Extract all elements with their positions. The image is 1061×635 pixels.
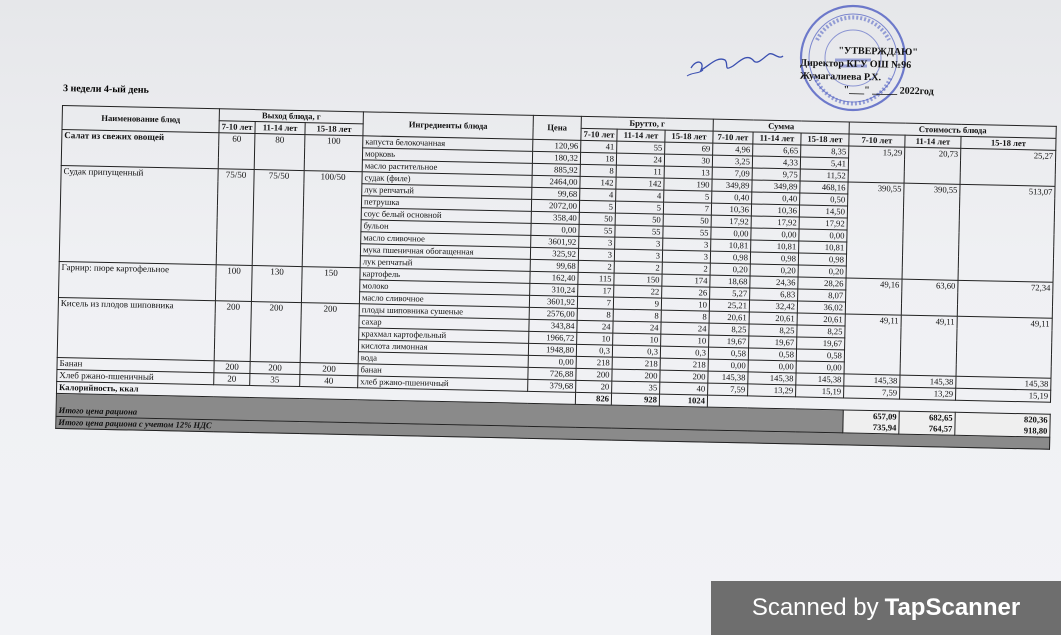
dish-cost: 49,11	[844, 314, 901, 375]
brutto-value: 8	[577, 308, 613, 321]
dish-cost: 49,11	[956, 316, 1052, 378]
sum-value: 28,26	[798, 277, 846, 290]
header-age: 15-18 лет	[665, 130, 713, 143]
sum-value: 0,58	[708, 347, 748, 360]
sum-value: 3,25	[712, 155, 752, 168]
output-value: 75/50	[216, 169, 254, 266]
output-value: 200	[300, 363, 358, 376]
ingredient-price: 99,68	[532, 187, 580, 200]
brutto-value: 55	[579, 224, 615, 237]
brutto-value: 174	[662, 274, 710, 287]
dish-cost: 513,07	[958, 184, 1055, 282]
brutto-value: 4	[616, 189, 664, 202]
header-age: 7-10 лет	[713, 131, 753, 144]
dish-cost: 15,19	[956, 388, 1051, 402]
ingredient-price: 310,24	[530, 283, 578, 296]
sum-value: 10,36	[751, 204, 799, 217]
brutto-value: 7	[663, 202, 711, 215]
brutto-value: 35	[612, 381, 660, 394]
brutto-value: 190	[664, 178, 712, 191]
header-age: 7-10 лет	[581, 128, 617, 141]
ingredient-price: 120,96	[533, 139, 581, 152]
output-value: 80	[254, 134, 305, 171]
ingredient-price: 162,40	[530, 271, 578, 284]
sum-value: 25,21	[709, 299, 749, 312]
sum-value: 20,61	[709, 311, 749, 324]
sum-value: 5,41	[800, 157, 848, 170]
dish-cost: 20,73	[904, 147, 961, 184]
brutto-value: 41	[581, 140, 617, 153]
header-age: 11-14 лет	[905, 135, 961, 148]
brutto-value: 0,3	[660, 346, 708, 359]
header-age: 15-18 лет	[305, 123, 363, 136]
ingredient-name: морковь	[362, 148, 532, 164]
brutto-value: 200	[660, 370, 708, 383]
dish-cost: 13,29	[900, 387, 956, 400]
ingredient-name: банан	[358, 364, 528, 380]
output-value: 20	[214, 373, 250, 386]
calories-value: 928	[611, 393, 659, 406]
brutto-value: 10	[661, 334, 709, 347]
header-age: 15-18 лет	[961, 136, 1056, 150]
total-value: 735,94	[872, 422, 897, 433]
ingredient-price: 379,68	[528, 379, 576, 392]
sum-value: 17,92	[751, 216, 799, 229]
sum-value: 0,50	[800, 193, 848, 206]
sum-value: 8,07	[798, 289, 846, 302]
dish-name: Хлеб ржано-пшеничный	[57, 369, 214, 384]
ingredient-price: 343,84	[529, 319, 577, 332]
sum-value: 145,38	[708, 371, 748, 384]
brutto-value: 17	[578, 284, 614, 297]
signature-image	[683, 40, 793, 85]
ingredient-name: лук репчатый	[362, 184, 532, 200]
ingredient-name: масло сливочное	[359, 292, 529, 308]
menu-table	[55, 105, 1057, 450]
sum-value: 17,92	[711, 215, 751, 228]
brutto-value: 5	[664, 190, 712, 203]
output-value: 150	[301, 267, 360, 304]
brutto-value: 30	[664, 154, 712, 167]
brutto-value: 5	[579, 200, 615, 213]
ingredient-name: мука пшеничная обогащенная	[360, 244, 530, 260]
brutto-value: 8	[661, 310, 709, 323]
header-output: Выход блюда, г	[219, 109, 363, 124]
ingredient-name: вода	[358, 352, 528, 368]
header-age: 7-10 лет	[849, 134, 905, 147]
sum-value: 24,36	[750, 276, 798, 289]
sum-value: 10,36	[711, 203, 751, 216]
week-day-title: 3 недели 4-ый день	[62, 83, 149, 96]
sum-value: 0,58	[796, 349, 844, 362]
sum-value: 8,25	[797, 325, 845, 338]
sum-value: 10,81	[751, 240, 799, 253]
approve-director: Директор КГУ ОШ №96	[800, 57, 912, 71]
brutto-value: 2	[662, 262, 710, 275]
output-value: 200	[214, 361, 250, 374]
brutto-value: 8	[580, 164, 616, 177]
sum-value: 0,98	[798, 253, 846, 266]
brutto-value: 26	[662, 286, 710, 299]
brutto-value: 218	[612, 357, 660, 370]
brutto-value: 8	[613, 309, 661, 322]
brutto-value: 55	[615, 225, 663, 238]
sum-value: 0,00	[708, 359, 748, 372]
brutto-value: 0,3	[612, 345, 660, 358]
sum-value: 14,50	[799, 205, 847, 218]
sum-value: 36,02	[797, 301, 845, 314]
dish-cost: 145,38	[956, 376, 1051, 390]
brutto-value: 3	[614, 249, 662, 262]
dish-name: Банан	[57, 357, 214, 372]
brutto-value: 3	[662, 250, 710, 263]
output-value: 100/50	[302, 171, 362, 268]
ingredient-price: 2072,00	[531, 199, 579, 212]
output-value: 200	[214, 301, 251, 362]
menu-document	[55, 105, 1057, 450]
sum-value: 19,67	[797, 337, 845, 350]
sum-value: 19,67	[749, 336, 797, 349]
dish-name: Салат из свежих овощей	[61, 130, 219, 169]
dish-cost: 49,16	[845, 278, 902, 315]
ingredient-price: 3601,92	[529, 295, 577, 308]
ingredient-name: соус белый основной	[361, 208, 531, 224]
sum-value: 0,20	[798, 265, 846, 278]
scanner-watermark	[711, 581, 1061, 635]
brutto-value: 5	[615, 201, 663, 214]
dish-cost: 145,38	[844, 374, 900, 387]
brutto-value: 24	[661, 322, 709, 335]
output-value: 60	[218, 133, 255, 170]
sum-value: 0,40	[752, 192, 800, 205]
sum-value: 0,58	[748, 348, 796, 361]
sum-value: 349,89	[752, 180, 800, 193]
brutto-value: 11	[616, 165, 664, 178]
ingredient-name: крахмал картофельный	[359, 328, 529, 344]
header-dish: Наименование блюд	[62, 106, 219, 133]
brutto-value: 3	[663, 238, 711, 251]
ingredient-name: петрушка	[361, 196, 531, 212]
dish-name: Кисель из плодов шиповника	[57, 297, 215, 360]
output-value: 200	[300, 303, 359, 364]
sum-value: 8,25	[709, 323, 749, 336]
output-value: 35	[250, 373, 300, 386]
output-value: 200	[250, 361, 300, 374]
output-value: 100	[304, 135, 363, 172]
calories-label: Калорийность, ккал	[56, 381, 575, 404]
output-value: 75/50	[252, 170, 304, 267]
brutto-value: 24	[613, 321, 661, 334]
ingredient-name: масло сливочное	[361, 232, 531, 248]
output-value: 100	[215, 265, 252, 302]
calories-value: 1024	[659, 394, 707, 407]
brutto-value: 200	[612, 369, 660, 382]
sum-value: 0,98	[750, 252, 798, 265]
output-value: 130	[251, 266, 302, 303]
total-top-value: 682,65	[928, 412, 953, 423]
ingredient-price: 180,32	[532, 151, 580, 164]
brutto-value: 3	[615, 237, 663, 250]
sum-value: 145,38	[748, 372, 796, 385]
sum-value: 0,00	[751, 228, 799, 241]
ingredient-price: 726,88	[528, 367, 576, 380]
brutto-value: 50	[663, 214, 711, 227]
brutto-value: 69	[665, 142, 713, 155]
sum-value: 8,25	[749, 324, 797, 337]
ingredient-price: 0,00	[531, 223, 579, 236]
brutto-value: 55	[663, 226, 711, 239]
brutto-value: 3	[578, 248, 614, 261]
brutto-value: 50	[579, 212, 615, 225]
sum-value: 7,59	[708, 383, 748, 396]
brutto-value: 2	[578, 260, 614, 273]
ingredient-name: масло растительное	[362, 160, 532, 176]
header-brutto: Брутто, г	[581, 116, 713, 131]
dish-cost: 63,60	[901, 279, 958, 316]
brutto-value: 18	[580, 152, 616, 165]
sum-value: 0,00	[748, 360, 796, 373]
brutto-value: 40	[660, 382, 708, 395]
ingredient-price: 99,68	[530, 259, 578, 272]
ingredient-name: хлеб ржано-пшеничный	[358, 376, 528, 392]
dish-cost: 145,38	[900, 375, 956, 388]
ingredient-price: 2464,00	[532, 175, 580, 188]
brutto-value: 142	[616, 177, 664, 190]
brutto-value: 55	[617, 141, 665, 154]
ingredient-price: 885,92	[532, 163, 580, 176]
total-value: 918,80	[1023, 425, 1048, 436]
brutto-value: 9	[613, 297, 661, 310]
dish-cost: 7,59	[844, 386, 900, 399]
ingredient-name: бульон	[361, 220, 531, 236]
sum-value: 13,29	[748, 384, 796, 397]
sum-value: 10,81	[711, 239, 751, 252]
sum-value: 349,89	[712, 179, 752, 192]
brutto-value: 10	[577, 332, 613, 345]
brutto-value: 150	[614, 273, 662, 286]
ingredient-name: судак (филе)	[362, 172, 532, 188]
brutto-value: 4	[580, 188, 616, 201]
sum-value: 4,96	[713, 143, 753, 156]
sum-value: 0,40	[712, 191, 752, 204]
sum-value: 468,16	[800, 181, 848, 194]
brutto-value: 13	[664, 166, 712, 179]
brutto-value: 2	[614, 261, 662, 274]
sum-value: 0,00	[799, 229, 847, 242]
sum-value: 19,67	[709, 335, 749, 348]
sum-value: 9,75	[752, 168, 800, 181]
total-label: Итого цена рациона	[56, 393, 843, 432]
header-price: Цена	[533, 115, 581, 140]
ingredient-name: плоды шиповника сушеные	[359, 304, 529, 320]
sum-value: 11,52	[800, 169, 848, 182]
brutto-value: 20	[576, 380, 612, 393]
approval-block	[799, 44, 934, 99]
header-age: 11-14 лет	[617, 129, 665, 142]
sum-value: 4,33	[752, 156, 800, 169]
brutto-value: 10	[661, 298, 709, 311]
ingredient-price: 325,92	[530, 247, 578, 260]
dish-name: Судак припущенный	[59, 165, 218, 264]
brutto-value: 142	[580, 176, 616, 189]
header-cost: Стоимость блюда	[849, 122, 1056, 138]
header-ingredients: Ингредиенты блюда	[363, 112, 533, 140]
scanner-prefix: Scanned by	[751, 594, 879, 621]
dish-cost: 49,11	[900, 315, 957, 376]
ingredient-name: картофель	[360, 268, 530, 284]
output-value: 200	[250, 302, 301, 363]
brutto-value: 24	[577, 320, 613, 333]
approve-date: "___" _____ 2022год	[843, 84, 934, 98]
total-vat-label: Итого цена рациона с учетом 12% НДС	[56, 416, 1050, 449]
total-top-value: 820,36	[1023, 414, 1048, 425]
brutto-value: 3	[579, 236, 615, 249]
sum-value: 0,20	[750, 264, 798, 277]
sum-value: 0,00	[711, 227, 751, 240]
brutto-value: 200	[576, 368, 612, 381]
header-age: 15-18 лет	[801, 133, 849, 146]
ingredient-name: молоко	[360, 280, 530, 296]
brutto-value: 115	[578, 272, 614, 285]
sum-value: 0,20	[710, 263, 750, 276]
sum-value: 6,65	[753, 144, 801, 157]
dish-name: Гарнир: пюре картофельное	[58, 261, 216, 300]
ingredient-price: 1966,72	[529, 331, 577, 344]
brutto-value: 0,3	[576, 344, 612, 357]
ingredient-price: 2576,00	[529, 307, 577, 320]
ingredient-name: сахар	[359, 316, 529, 332]
ingredient-price: 3601,92	[531, 235, 579, 248]
ingredient-price: 0,00	[528, 355, 576, 368]
brutto-value: 10	[613, 333, 661, 346]
ingredient-name: лук репчатый	[360, 256, 530, 272]
sum-value: 0,98	[710, 251, 750, 264]
header-sum: Сумма	[713, 119, 849, 134]
dish-cost: 72,34	[957, 280, 1053, 318]
header-age: 11-14 лет	[753, 132, 801, 145]
dish-cost: 25,27	[960, 148, 1056, 186]
scanner-brand: TapScanner	[884, 594, 1021, 621]
ingredient-name: капуста белокочанная	[363, 136, 533, 152]
dish-cost: 15,29	[848, 146, 905, 183]
output-value: 40	[300, 375, 358, 388]
approve-title: "УТВЕРЖДАЮ"	[838, 45, 918, 59]
sum-value: 32,42	[749, 300, 797, 313]
brutto-value: 22	[614, 285, 662, 298]
brutto-value: 7	[577, 296, 613, 309]
total-top-value: 657,09	[872, 411, 897, 422]
menu-body	[57, 130, 1056, 403]
ingredient-price: 1948,80	[528, 343, 576, 356]
calories-value: 826	[575, 392, 611, 405]
brutto-value: 218	[660, 358, 708, 371]
brutto-value: 218	[576, 356, 612, 369]
dish-cost: 390,55	[846, 182, 904, 279]
ingredient-price: 358,40	[531, 211, 579, 224]
header-age: 7-10 лет	[219, 121, 255, 134]
sum-value: 20,61	[797, 313, 845, 326]
sum-value: 8,35	[801, 145, 849, 158]
brutto-value: 50	[615, 213, 663, 226]
dish-cost: 390,55	[902, 183, 960, 280]
brutto-value: 24	[616, 153, 664, 166]
sum-value: 6,83	[750, 288, 798, 301]
total-value: 764,57	[928, 423, 953, 434]
ingredient-name: кислота лимонная	[358, 340, 528, 356]
sum-value: 5,27	[710, 287, 750, 300]
sum-value: 7,09	[712, 167, 752, 180]
header-age: 11-14 лет	[255, 122, 305, 135]
sum-value: 18,68	[710, 275, 750, 288]
sum-value: 145,38	[796, 373, 844, 386]
sum-value: 0,00	[796, 361, 844, 374]
sum-value: 17,92	[799, 217, 847, 230]
sum-value: 20,61	[749, 312, 797, 325]
approve-name: Жумагалиева Р.Х.	[799, 70, 882, 84]
sum-value: 15,19	[796, 385, 844, 398]
sum-value: 10,81	[799, 241, 847, 254]
